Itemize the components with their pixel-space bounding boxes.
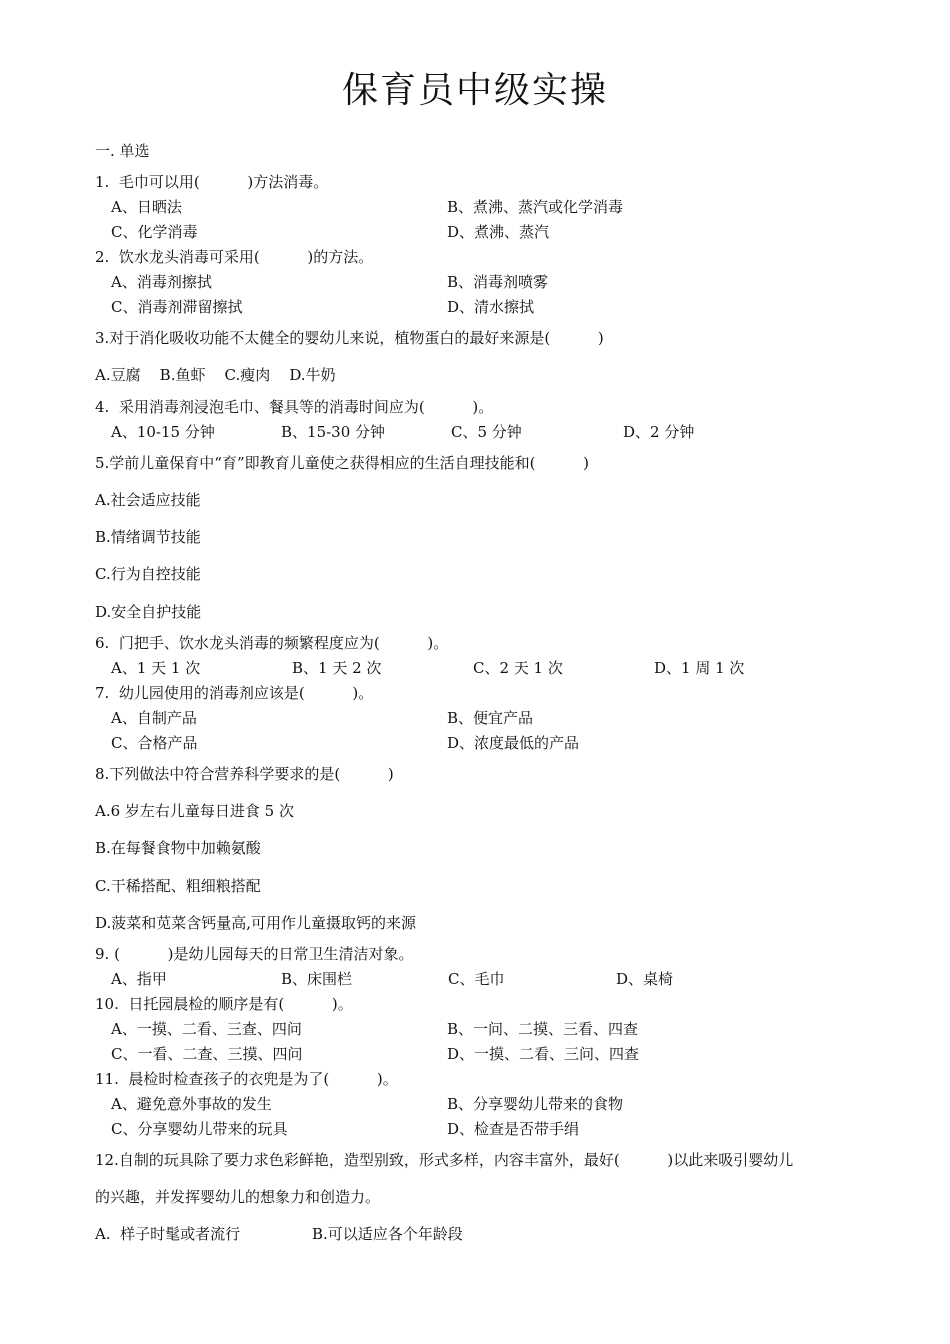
- q4-option-d: D、2 分钟: [623, 423, 695, 441]
- q6-option-a: A、1 天 1 次: [111, 659, 201, 677]
- q1-option-d: D、煮沸、蒸汽: [447, 223, 550, 241]
- q2-option-d: D、清水擦拭: [447, 298, 535, 316]
- q9-option-c: C、毛巾: [448, 970, 505, 988]
- q10-option-c: C、一看、二查、三摸、四问: [111, 1045, 303, 1063]
- question-2: 2. 饮水龙头消毒可采用( )的方法。: [95, 248, 374, 266]
- question-11: 11. 晨检时检查孩子的衣兜是为了( )。: [95, 1070, 398, 1088]
- q4-option-c: C、5 分钟: [451, 423, 522, 441]
- q11-option-d: D、检查是否带手绢: [447, 1120, 580, 1138]
- q8-option-d: D.菠菜和苋菜含钙量高,可用作儿童摄取钙的来源: [95, 914, 417, 932]
- q2-option-c: C、消毒剂滞留擦拭: [111, 298, 243, 316]
- q6-option-d: D、1 周 1 次: [654, 659, 745, 677]
- q11-option-c: C、分享婴幼儿带来的玩具: [111, 1120, 288, 1138]
- q6-option-b: B、1 天 2 次: [292, 659, 382, 677]
- q5-option-a: A.社会适应技能: [95, 491, 201, 509]
- q7-option-d: D、浓度最低的产品: [447, 734, 580, 752]
- q8-option-b: B.在每餐食物中加赖氨酸: [95, 839, 261, 857]
- q9-option-a: A、指甲: [111, 970, 167, 988]
- q2-option-a: A、消毒剂擦拭: [111, 273, 212, 291]
- question-3: 3.对于消化吸收功能不太健全的婴幼儿来说，植物蛋白的最好来源是( ): [95, 329, 604, 347]
- question-5: 5.学前儿童保育中“育”即教育儿童使之获得相应的生活自理技能和( ): [95, 454, 590, 472]
- question-12-continued: 的兴趣，并发挥婴幼儿的想象力和创造力。: [95, 1188, 381, 1206]
- q5-option-d: D.安全自护技能: [95, 603, 202, 621]
- q9-option-d: D、桌椅: [616, 970, 674, 988]
- q1-option-a: A、日晒法: [111, 198, 182, 216]
- q1-option-b: B、煮沸、蒸汽或化学消毒: [447, 198, 624, 216]
- question-4: 4. 采用消毒剂浸泡毛巾、餐具等的消毒时间应为( )。: [95, 398, 494, 416]
- q4-option-b: B、15-30 分钟: [281, 423, 386, 441]
- q12-option-b: B.可以适应各个年龄段: [312, 1225, 463, 1243]
- q8-option-c: C.干稀搭配、粗细粮搭配: [95, 877, 261, 895]
- question-1: 1. 毛巾可以用( )方法消毒。: [95, 173, 329, 191]
- q4-option-a: A、10-15 分钟: [111, 423, 215, 441]
- question-6: 6. 门把手、饮水龙头消毒的频繁程度应为( )。: [95, 634, 449, 652]
- question-9: 9. ( )是幼儿园每天的日常卫生清洁对象。: [95, 945, 414, 963]
- question-10: 10. 日托园晨检的顺序是有( )。: [95, 995, 353, 1013]
- q8-option-a: A.6 岁左右儿童每日进食 5 次: [95, 802, 294, 820]
- q5-option-c: C.行为自控技能: [95, 565, 201, 583]
- q9-option-b: B、床围栏: [281, 970, 353, 988]
- q7-option-c: C、合格产品: [111, 734, 198, 752]
- question-12: 12.自制的玩具除了要力求色彩鲜艳，造型别致，形式多样，内容丰富外，最好( )以此来吸引婴幼儿: [95, 1151, 794, 1169]
- question-8: 8.下列做法中符合营养科学要求的是( ): [95, 765, 394, 783]
- q6-option-c: C、2 天 1 次: [473, 659, 563, 677]
- q12-option-a: A. 样子时髦或者流行: [95, 1225, 241, 1243]
- section-heading: 一. 单选: [95, 142, 150, 160]
- q11-option-a: A、避免意外事故的发生: [111, 1095, 272, 1113]
- q3-options: A.豆腐 B.鱼虾 C.瘦肉 D.牛奶: [95, 366, 336, 384]
- question-7: 7. 幼儿园使用的消毒剂应该是( )。: [95, 684, 374, 702]
- q11-option-b: B、分享婴幼儿带来的食物: [447, 1095, 624, 1113]
- q7-option-a: A、自制产品: [111, 709, 197, 727]
- q2-option-b: B、消毒剂喷雾: [447, 273, 549, 291]
- q1-option-c: C、化学消毒: [111, 223, 198, 241]
- q5-option-b: B.情绪调节技能: [95, 528, 201, 546]
- q7-option-b: B、便宜产品: [447, 709, 534, 727]
- q10-option-a: A、一摸、二看、三查、四问: [111, 1020, 302, 1038]
- q10-option-b: B、一问、二摸、三看、四查: [447, 1020, 639, 1038]
- page-title: 保育员中级实操: [341, 70, 608, 111]
- q10-option-d: D、一摸、二看、三问、四查: [447, 1045, 640, 1063]
